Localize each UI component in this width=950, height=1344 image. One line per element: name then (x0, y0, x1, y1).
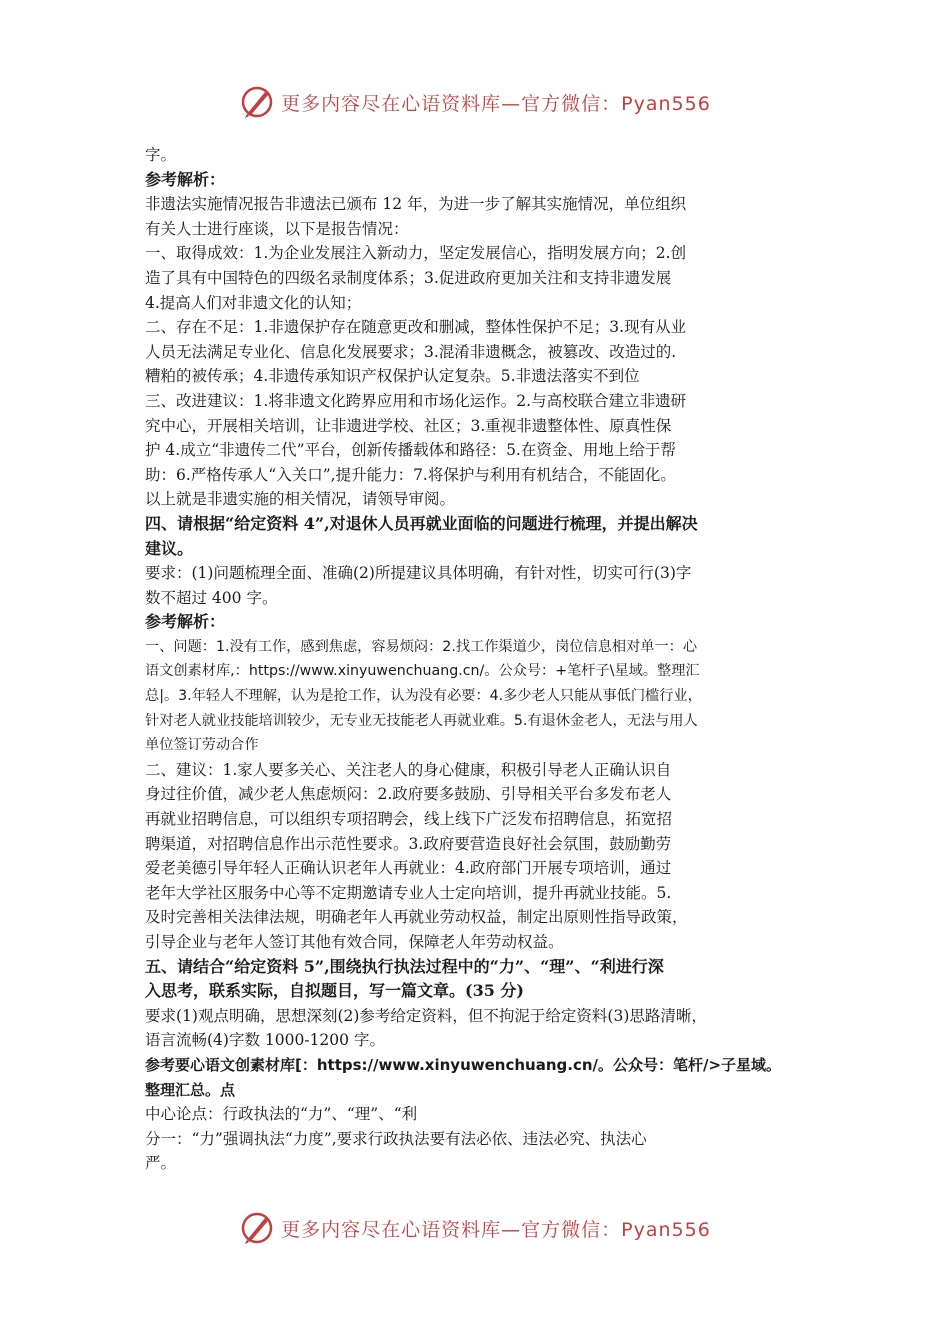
text-line: 引导企业与老年人签订其他有效合同，保障老人年劳动权益。 (145, 933, 564, 951)
text-line: 入思考，联系实际，自拟题目，写一篇文章。(35 分) (145, 981, 524, 1001)
text-line: 数不超过 400 字。 (145, 588, 278, 607)
text-line: 究中心，开展相关培训，让非遗进学校、社区；3.重视非遗整体性、原真性保 (145, 416, 672, 435)
text-line: 及时完善相关法律法规，明确老年人再就业劳动权益，制定出原则性指导政策， (145, 908, 688, 927)
footer-banner-text: 更多内容尽在心语资料库—官方微信：Pyan556 (281, 1218, 711, 1241)
text-line: 要求(1)观点明确，思想深刻(2)参考给定资料，但不拘泥于给定资料(3)思路清晰， (145, 1006, 707, 1025)
text-line: 再就业招聘信息，可以组织专项招聘会，线上线下广泛发布招聘信息，拓宽招 (145, 810, 673, 829)
text-line: 一、问题：1.没有工作，感到焦虑，容易烦闷：2.找工作渠道少，岗位信息相对单一：心 (145, 638, 698, 655)
header-banner-text: 更多内容尽在心语资料库—官方微信：Pyan556 (281, 92, 711, 115)
text-line: 聘渠道，对招聘信息作出示范性要求。3.政府要营造良好社会氛围，鼓励勤劳 (145, 834, 672, 853)
text-line: 二、建议：1.家人要多关心、关注老人的身心健康，积极引导老人正确认识自 (145, 760, 672, 779)
text-line: 五、请结合“给定资料 5”,围绕执行执法过程中的“力”、“理”、“利进行深 (145, 956, 664, 976)
text-line: 四、请根据“给定资料 4”,对退休人员再就业面临的问题进行梳理，并提出解决 (145, 513, 698, 533)
text-line: 中心论点：行政执法的“力”、“理”、“利 (145, 1105, 418, 1124)
text-line: 助：6.严格传承人“入关口”,提升能力：7.将保护与利用有机结合，不能固化。 (145, 465, 676, 484)
header-banner (0, 82, 950, 122)
text-line: 整理汇总。点 (145, 1080, 236, 1099)
text-line: 护 4.成立“非遗传二代”平台，创新传播载体和路径：5.在资金、用地上给于帮 (145, 441, 676, 460)
text-line: 以上就是非遗实施的相关情况，请领导审阅。 (145, 490, 456, 509)
text-line: 一、取得成效：1.为企业发展注入新动力，坚定发展信心，指明发展方向；2.创 (145, 244, 687, 263)
pen-circle-logo-icon (239, 1210, 275, 1246)
document-body (145, 143, 810, 1176)
text-line: 参考要心语文创素材库[：https://www.xinyuwenchuang.cn/。公众号：笔杆/>子星域。 (145, 1055, 782, 1074)
text-line: 单位签订劳动合作 (145, 737, 259, 754)
text-line: 有关人士进行座谈，以下是报告情况： (145, 219, 409, 238)
text-line: 身过往价值，减少老人焦虑烦闷：2.政府要多鼓励、引导相关平台多发布老人 (145, 785, 672, 804)
text-line: 语文创素材库,：https://www.xinyuwenchuang.cn/。公众号：+笔杆子\星域。整理汇 (145, 663, 700, 680)
text-line: 语言流畅(4)字数 1000-1200 字。 (145, 1031, 385, 1050)
text-line: 字。 (145, 146, 177, 164)
text-line: 三、改进建议：1.将非遗文化跨界应用和市场化运作。2.与高校联合建立非遗研 (145, 391, 687, 410)
text-line: 参考解析： (145, 612, 226, 632)
pen-circle-logo-icon (239, 84, 275, 120)
footer-banner (0, 1208, 950, 1248)
text-line: 分一：“力”强调执法“力度”,要求行政执法要有法必依、违法必究、执法心 (145, 1129, 647, 1148)
text-line: 参考解析： (145, 169, 226, 189)
text-line: 糟粕的被传承；4.非遗传承知识产权保护认定复杂。5.非遗法落实不到位 (145, 367, 640, 386)
text-line: 非遗法实施情况报告非遗法已颁布 12 年，为进一步了解其实施情况，单位组织 (145, 195, 687, 214)
text-line: 建议。 (145, 538, 194, 558)
text-line: 老年大学社区服务中心等不定期邀请专业人士定向培训，提升再就业技能。5. (145, 883, 672, 902)
text-line: 造了具有中国特色的四级名录制度体系；3.促进政府更加关注和支持非遗发展 (145, 268, 672, 287)
text-line: 二、存在不足：1.非遗保护存在随意更改和删减，整体性保护不足；3.现有从业 (145, 318, 687, 337)
text-line: 要求：(1)问题梳理全面、准确(2)所提建议具体明确，有针对性，切实可行(3)字 (145, 564, 692, 583)
text-line: 针对老人就业技能培训较少，无专业无技能老人再就业难。5.有退休金老人，无法与用人 (145, 712, 698, 729)
text-line: 爱老美德引导年轻人正确认识老年人再就业：4.政府部门开展专项培训，通过 (145, 859, 672, 878)
text-line: 4.提高人们对非遗文化的认知； (145, 293, 362, 312)
text-line: 严。 (145, 1154, 177, 1173)
text-line: 人员无法满足专业化、信息化发展要求；3.混淆非遗概念，被篡改、改造过的. (145, 342, 677, 361)
text-line: 总|。3.年轻人不理解，认为是抢工作，认为没有必要：4.多少老人只能从事低门槛行业， (145, 688, 702, 705)
